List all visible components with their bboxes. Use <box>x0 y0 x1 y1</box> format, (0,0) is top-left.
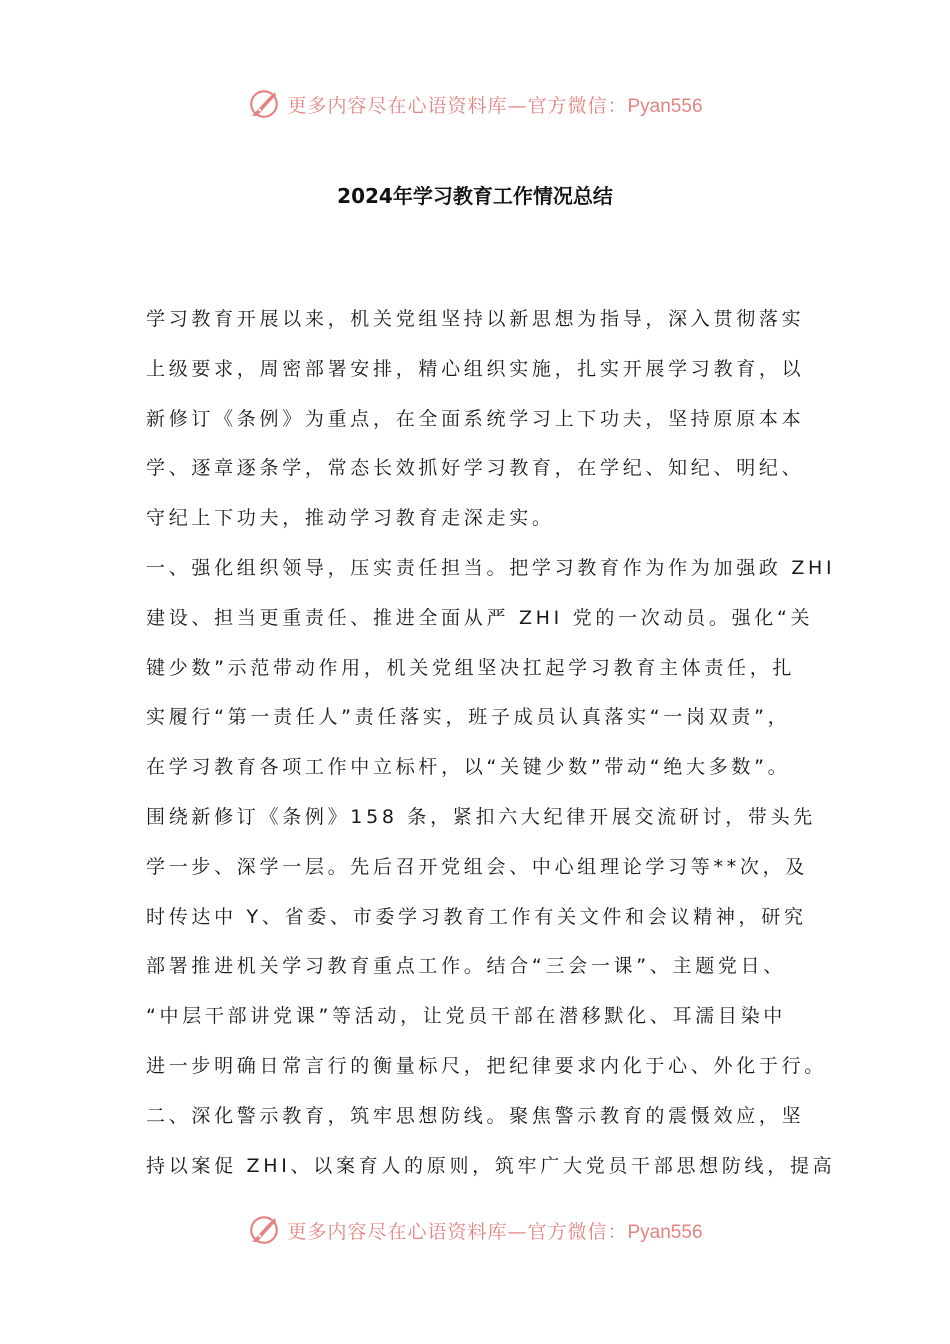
watermark-text: 更多内容尽在心语资料库—官方微信：Pyan556 <box>287 1220 703 1243</box>
body-line: 建设、担当更重责任、推进全面从严 ZHI 党的一次动员。强化“关 <box>146 606 814 629</box>
body-line: 持以案促 ZHI、以案育人的原则，筑牢广大党员干部思想防线，提高 <box>146 1154 836 1177</box>
body-line: 学、逐章逐条学，常态长效抓好学习教育，在学纪、知纪、明纪、 <box>146 457 805 480</box>
body-line: 在学习教育各项工作中立标杆，以“关键少数”带动“绝大多数”。 <box>146 756 791 779</box>
footer-watermark <box>0 1210 950 1250</box>
body-line: 二、深化警示教育，筑牢思想防线。聚焦警示教育的震慑效应，坚 <box>146 1104 805 1127</box>
header-watermark <box>0 84 950 124</box>
pen-nib-logo-icon <box>247 87 281 121</box>
watermark-wechat-id: Pyan556 <box>627 95 703 117</box>
pen-nib-logo-icon <box>247 1213 281 1247</box>
body-line: 上级要求，周密部署安排，精心组织实施，扎实开展学习教育，以 <box>146 357 805 380</box>
body-line: 学一步、深学一层。先后召开党组会、中心组理论学习等**次，及 <box>146 855 809 878</box>
watermark-wechat-id: Pyan556 <box>627 1221 703 1243</box>
body-line: 守纪上下功夫，推动学习教育走深走实。 <box>146 507 555 530</box>
body-line: 一、强化组织领导，压实责任担当。把学习教育作为作为加强政 ZHI <box>146 556 836 579</box>
document-title: 2024年学习教育工作情况总结 <box>337 184 613 208</box>
body-line: “中层干部讲党课”等活动，让党员干部在潜移默化、耳濡目染中 <box>146 1005 786 1028</box>
body-line: 围绕新修订《条例》158 条，紧扣六大纪律开展交流研讨，带头先 <box>146 805 817 828</box>
body-line: 进一步明确日常言行的衡量标尺，把纪律要求内化于心、外化于行。 <box>146 1054 828 1077</box>
body-line: 新修订《条例》为重点，在全面系统学习上下功夫，坚持原原本本 <box>146 407 805 430</box>
watermark-text: 更多内容尽在心语资料库—官方微信：Pyan556 <box>287 94 703 117</box>
body-line: 学习教育开展以来，机关党组坚持以新思想为指导，深入贯彻落实 <box>146 308 805 330</box>
body-line: 实履行“第一责任人”责任落实，班子成员认真落实“一岗双责”， <box>146 706 791 729</box>
body-line: 时传达中 Y、省委、市委学习教育工作有关文件和会议精神，研究 <box>146 905 807 928</box>
document-body <box>146 295 836 1191</box>
body-line: 键少数”示范带动作用，机关党组坚决扛起学习教育主体责任，扎 <box>146 656 796 679</box>
body-line: 部署推进机关学习教育重点工作。结合“三会一课”、主题党日、 <box>146 955 786 978</box>
